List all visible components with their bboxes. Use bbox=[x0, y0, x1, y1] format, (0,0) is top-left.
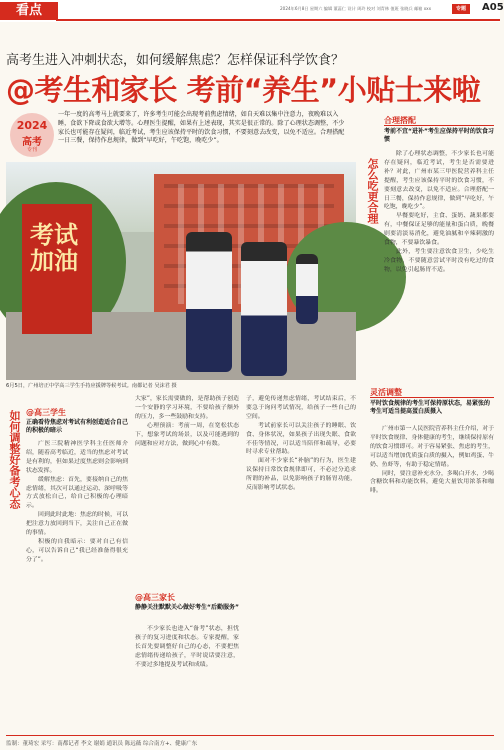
page-number: A05 bbox=[482, 2, 504, 13]
right-column-body-2 bbox=[370, 425, 494, 496]
subheading: 考前不宜“进补”考生应保持平时的饮食习惯 bbox=[384, 128, 494, 143]
main-title: @考生和家长 考前“养生”小贴士来啦 bbox=[6, 73, 481, 107]
paragraph: 不少家长也进入“备考”状态，担忧孩子的复习进度和状态。专家提醒，家长首先要调整好自己的心态，不要把焦虑情绪传递给孩子，平时说话要注意，不要过多地提及考试和成绩。 bbox=[135, 626, 239, 668]
subheading: 正确看待焦虑对考试有利创造适合自己的积极的暗示 bbox=[26, 419, 129, 434]
year-badge-small: 专刊 bbox=[26, 147, 37, 153]
dateline: 2024年6月8日 星期六 编辑 董蕊仁 设计 周玲 校对 刘青林 值班 张晓兵 邮箱 xxx bbox=[280, 6, 432, 11]
page-badge: 专题 bbox=[452, 4, 470, 14]
paragraph: 子，避免传递焦虑情绪，考试结束后，不要急于询问考试情况，给孩子一些自己的空间。 bbox=[246, 396, 356, 420]
paragraph: 面对不少家长“补脑”的行为，医生建议保持日常饮食规律即可，不必过分追求所谓的补品，以免影响孩子的肠胃功能，反而影响考试状态。 bbox=[246, 458, 356, 492]
vertical-label-left: 如何调整好备考心态 bbox=[8, 410, 21, 509]
column-2-body-lower bbox=[135, 625, 239, 670]
section-heading: @高三家长 bbox=[135, 593, 175, 602]
paragraph: 广州市第一人民医院营养科主任介绍，对于平时饮食规律、身体健康的考生，继续保持原有的饮食习惯即可。对于容易紧张、焦虑的考生，可以适当增加优质蛋白质的摄入，例如鸡蛋、牛奶、鱼虾等，有助于稳定情绪。 bbox=[370, 426, 494, 468]
student-figure bbox=[296, 254, 318, 324]
footer-rule bbox=[6, 735, 494, 736]
paragraph: 同时，要注意补充水分，多喝白开水，少喝含糖饮料和功能饮料，避免大量饮用浓茶和咖啡。 bbox=[370, 470, 494, 495]
footer-credits: 监制：董琦宏 采写：南都记者 李文 谢娟 通讯员 陈远薇 综合南方+、健康广东 bbox=[6, 741, 198, 747]
rule bbox=[370, 397, 494, 398]
cheer-banner-text: 考试加油 bbox=[30, 220, 78, 275]
student-figure bbox=[186, 232, 232, 372]
paragraph: 广医三院精神医学科主任医师介绍，随着高考临近，适当的焦虑对考试是有利的，但如果过度焦虑则会影响到状态发挥。 bbox=[26, 441, 128, 474]
paragraph: 心理预演：考前一周，在宽松状态下，想象考试的场景，以及可能遇到的问题和应对方法，做到心中有数。 bbox=[135, 422, 239, 447]
vertical-label-right: 怎么吃更合理 bbox=[366, 158, 379, 224]
right-column-body bbox=[384, 150, 494, 275]
paragraph: 除了心理状态调整，不少家长也可能存在疑问，临近考试，考生是否需要进补？对此，广州市某三甲医院营养科主任提醒，考生应该保持平时的饮食习惯，不要刻意去改变，以免不适应。合理搭配一日三餐，保持作息规律，做到“早吃好，午吃饱，晚吃少”。 bbox=[384, 151, 494, 211]
cheer-banner bbox=[22, 204, 92, 334]
paragraph: 大家”，家长需要做的，是帮助孩子创造一个安静的学习环境，不要给孩子额外的压力，多一些鼓励和支持。 bbox=[135, 396, 239, 420]
column-1-body bbox=[26, 440, 128, 565]
section-tag: 看点 bbox=[0, 2, 58, 20]
subtitle: 高考生进入冲刺状态，如何缓解焦虑？怎样保证科学饮食？ bbox=[6, 53, 345, 68]
news-photo bbox=[6, 162, 356, 380]
year-badge-year: 2024 bbox=[16, 119, 48, 132]
section-heading: 灵活调整 bbox=[370, 388, 402, 397]
paragraph: 此外，考生要注意饮食卫生，少吃生冷食物，不要随意尝试平时没有吃过的食物，以免引起肠胃不适。 bbox=[384, 248, 494, 273]
section-heading: 合理搭配 bbox=[384, 116, 416, 125]
photo-caption: 6月5日，广州培正中学高三学生手持应援牌等候考试。南都记者 吴沫君 摄 bbox=[6, 383, 177, 389]
paragraph: 回到此时此地：焦虑的时候，可以把注意力放回到当下，关注自己正在做的事情。 bbox=[26, 512, 128, 537]
paragraph: 考试前家长可以关注孩子的睡眠、饮食、身体状况，如果孩子出现失眠、食欲不佳等情况，可以适当陪伴和疏导，必要时寻求专业帮助。 bbox=[246, 422, 356, 456]
masthead-rule bbox=[56, 19, 500, 21]
lede-paragraph: 一年一度的高考马上就要来了，许多考生可能会出现考前焦虑情绪，如自天难以集中注意力，夜晚难以入睡，食欲下降或食欲大增等。心理医生提醒，如果有上述表现，其实是很正常的。除了心理状态调整，不少家长也可能存在疑问，临近考试，考生应该保持平时的饮食习惯，不要刻意去改变，以免不适应。合理搭配一日三餐，保持作息规律，做到“早吃好，午吃饱，晚吃少”。 bbox=[58, 111, 345, 145]
subheading: 平时饮食规律的考生可保持原状态，易紧张的考生可适当提高蛋白质摄入 bbox=[370, 400, 491, 415]
student-figure bbox=[241, 242, 287, 376]
paragraph: 缓解焦虑：首先，要接纳自己的焦虑情绪，其次可以通过运动、深呼吸等方式放松自己，给自己积极的心理暗示。 bbox=[26, 476, 128, 510]
column-3-body bbox=[246, 395, 356, 493]
rule bbox=[384, 125, 494, 126]
year-badge bbox=[10, 113, 54, 157]
year-badge-word: 高考 bbox=[22, 137, 42, 148]
subheading: 静静关注默默关心做好考生“后勤服务” bbox=[135, 604, 239, 611]
section-heading: @高三学生 bbox=[26, 408, 66, 417]
paragraph: 早餐要吃好，主食、蛋奶、蔬果都要有，中餐保证足够的能量和蛋白质，晚餐则要清淡易消化，避免油腻和辛辣刺激的食物，不要暴饮暴食。 bbox=[384, 213, 494, 247]
paragraph: 积极的自我暗示：要对自己有信心，可以告诉自己“我已经准备得很充分了”。 bbox=[26, 538, 128, 563]
column-2-body bbox=[135, 395, 239, 448]
